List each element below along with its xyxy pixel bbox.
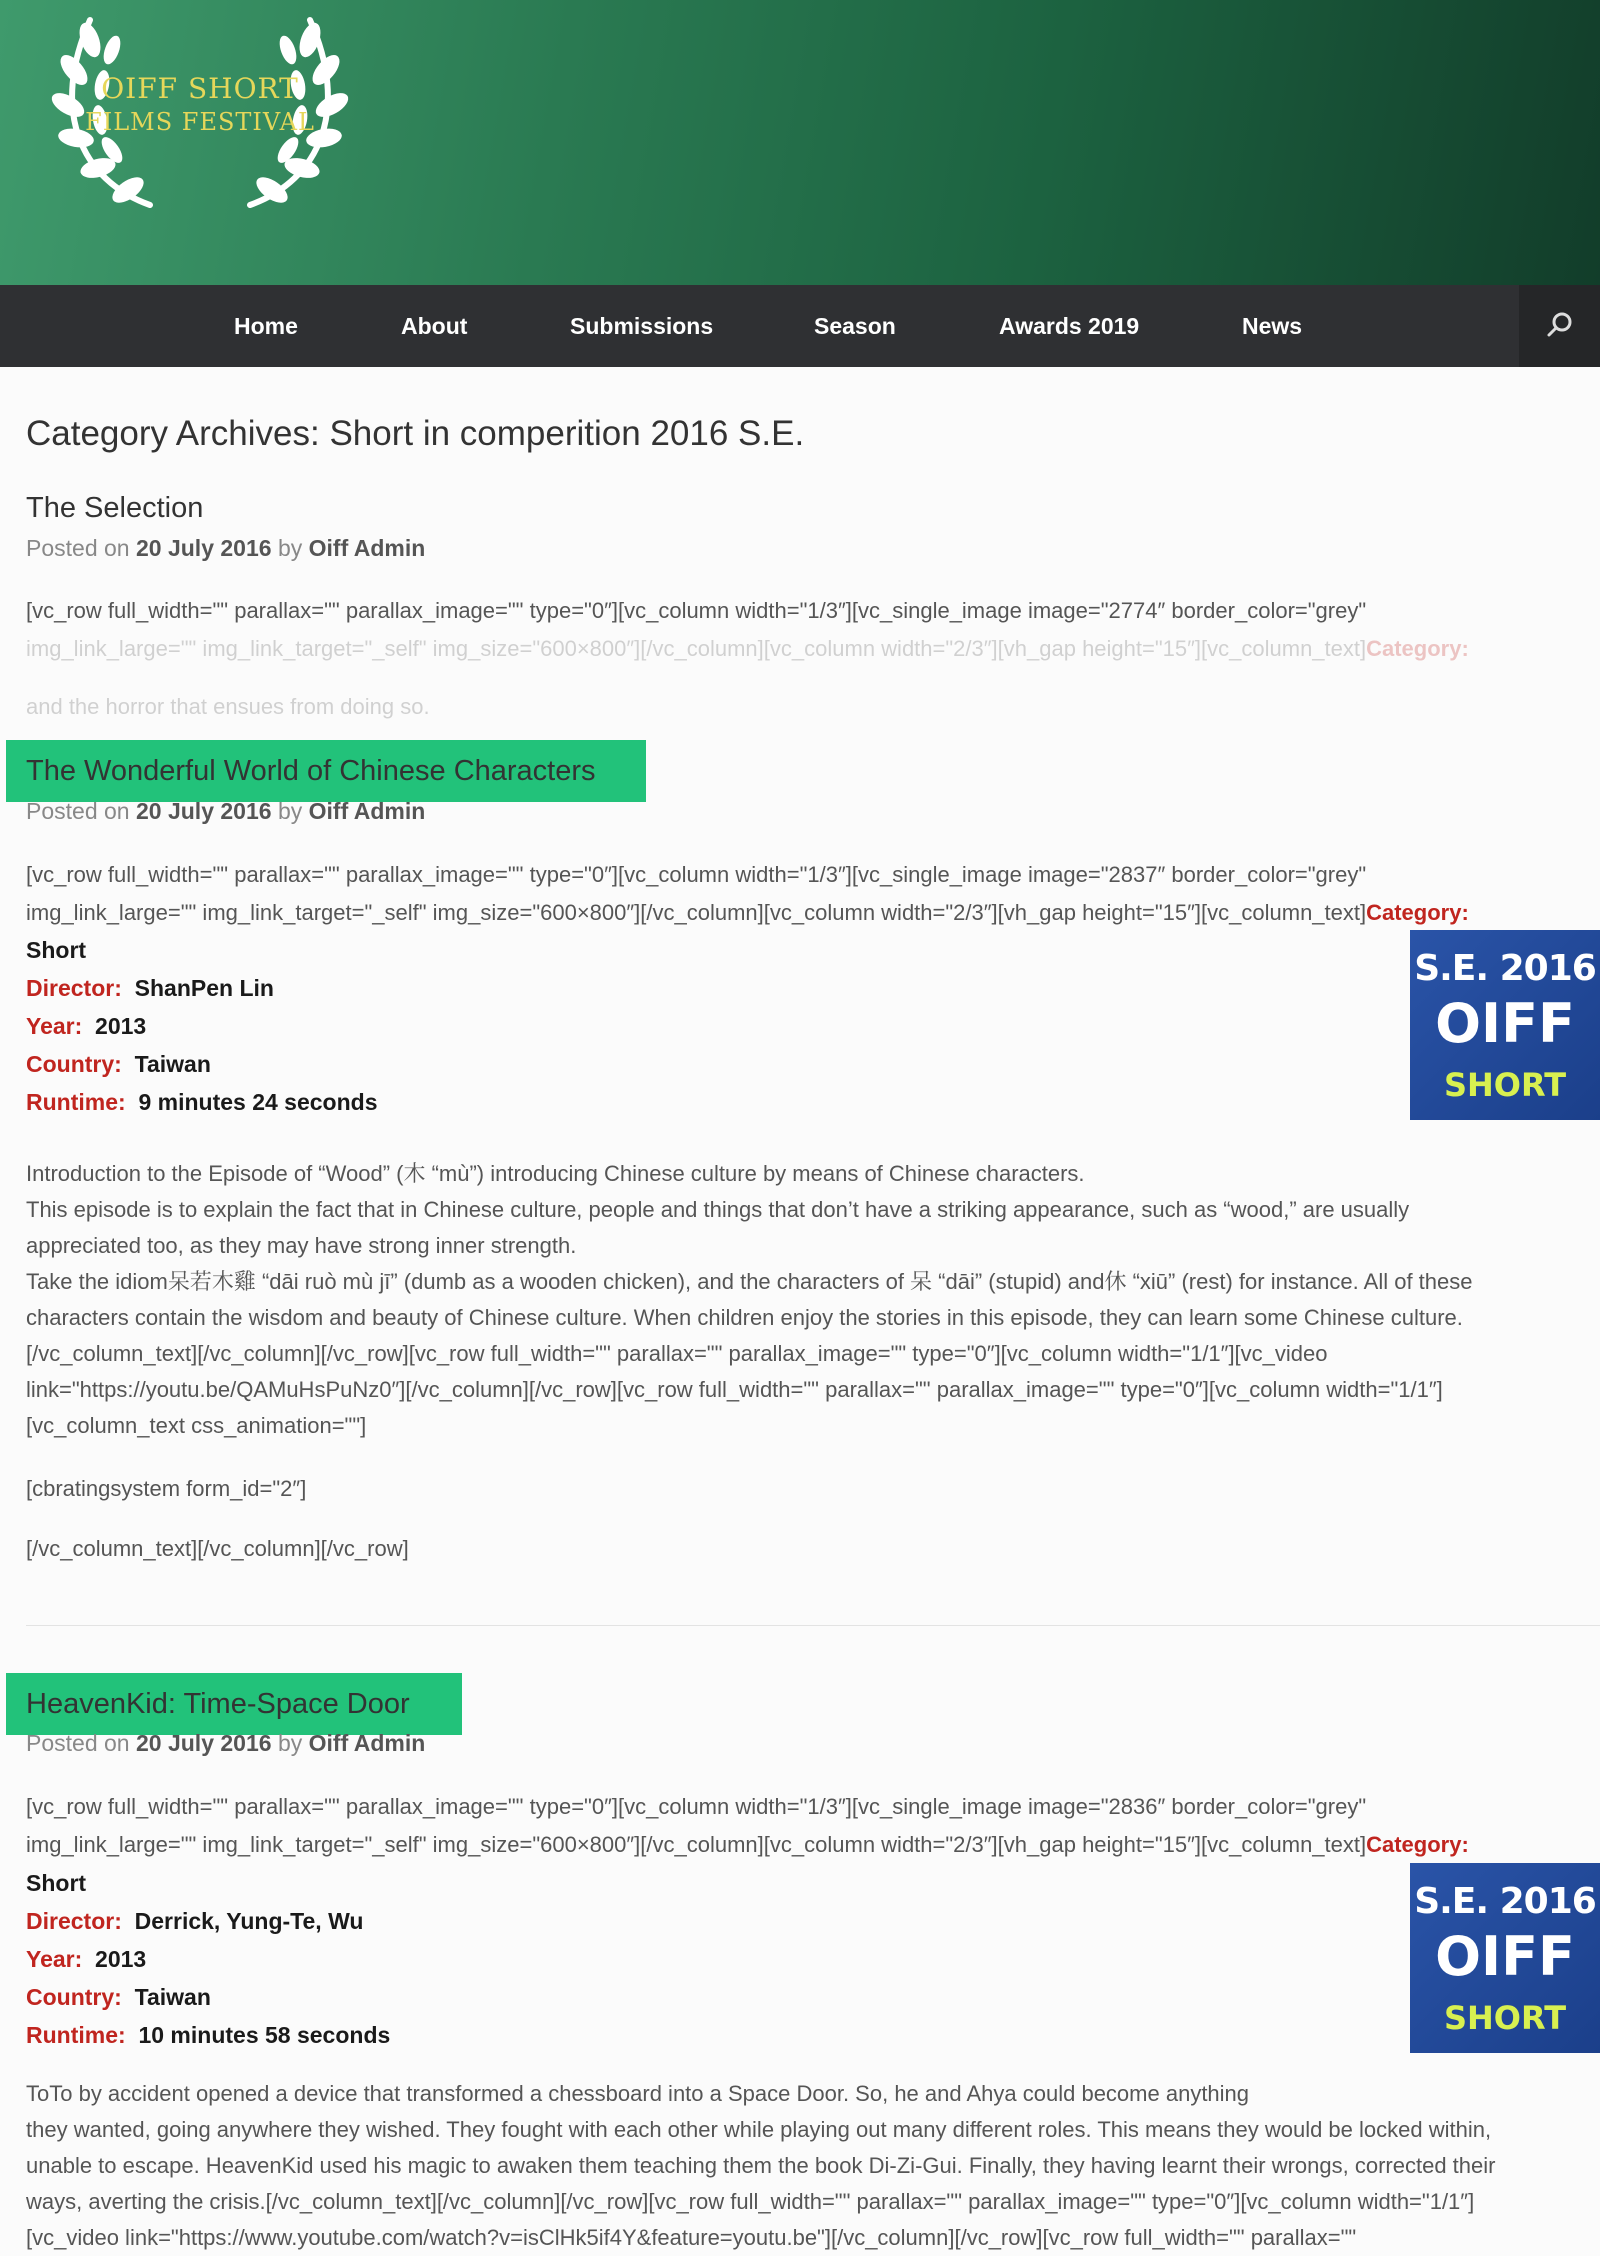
nav-item-home[interactable]: Home [234,313,298,339]
runtime-row [26,1083,378,1121]
nav-item-submissions[interactable]: Submissions [570,313,714,339]
post-divider [26,1625,1600,1626]
search-icon [1519,285,1600,367]
shortcode-line [26,894,1469,932]
year-value: 2013 [95,1946,147,1972]
meta-by: by [277,535,303,561]
desc-line: characters contain the wisdom and beauty of Chinese culture. When children enjoy the stories in this episode, they can learn some Chinese culture. [26,1305,1463,1330]
nav-item-about[interactable]: About [401,313,468,339]
desc-line: ToTo by accident opened a device that transformed a chessboard into a Space Door. So, he and Ahya could become anything [26,2081,1250,2106]
runtime-label: Runtime: [26,1089,126,1115]
year-row [26,1940,146,1978]
festival-logo[interactable] [40,10,360,215]
post-date[interactable]: 20 July 2016 [135,535,272,561]
post-title[interactable]: HeavenKid: Time-Space Door [26,1688,410,1720]
meta-prefix: Posted on [26,798,130,824]
shortcode-text: img_link_large="" img_link_target="_self" img_size="600×800″][/vc_column][vc_column width="2/3″][vh_gap height="15″][vc_column_text] [26,900,1367,925]
director-label: Director: [26,1908,122,1934]
director-value: ShanPen Lin [134,975,274,1001]
desc-line: link="https://youtu.be/QAMuHsPuNz0″][/vc_column][/vc_row][vc_row full_width="" parallax="" parallax_image="" type="0″][vc_column width="1/1″] [26,1377,1443,1402]
post-description [26,1156,1600,1444]
search-button[interactable] [1519,285,1600,367]
year-label: Year: [26,1946,83,1972]
post-author[interactable]: Oiff Admin [308,535,426,561]
country-row [26,1978,211,2016]
oiff-short-badge [1410,1863,1600,2053]
badge-short: SHORT [1443,1999,1567,2037]
oiff-short-badge [1410,930,1600,1120]
nav-item-news[interactable]: News [1242,313,1303,339]
post-meta [26,535,425,562]
rating-shortcode: [cbratingsystem form_id="2″] [26,1476,307,1501]
shortcode-line-faded [26,630,1469,668]
director-value: Derrick, Yung-Te, Wu [134,1908,364,1934]
category-label: Category: [1366,636,1469,661]
meta-prefix: Posted on [26,1730,130,1756]
desc-line: This episode is to explain the fact that in Chinese culture, people and things that don’t have a striking appearance, such as “wood,” are usually [26,1197,1410,1222]
meta-prefix: Posted on [26,535,130,561]
category-label: Category: [1366,900,1469,925]
archive-title: Category Archives: Short in comperition 2016 S.E. [26,414,805,453]
post-date[interactable]: 20 July 2016 [135,1730,272,1756]
badge-year: S.E. 2016 [1414,1881,1596,1922]
category-value [26,1864,86,1902]
post-description [26,2076,1600,2256]
logo-line-1: OIFF SHORT [101,72,299,105]
shortcode-line: [vc_row full_width="" parallax="" parallax_image="" type="0″][vc_column width="1/3″][vc_single_image image="2836″ border_color="grey" [26,1794,1367,1819]
meta-by: by [277,798,303,824]
director-label: Director: [26,975,122,1001]
meta-by: by [277,1730,303,1756]
shortcode-line: [vc_row full_width="" parallax="" parallax_image="" type="0″][vc_column width="1/3″][vc_single_image image="2774″ border_color="grey" [26,598,1367,623]
category-text: Short [26,937,87,963]
category-label: Category: [1366,1832,1469,1857]
badge-logo: OIFF [1435,1925,1575,1988]
closing-shortcode: [/vc_column_text][/vc_column][/vc_row] [26,1536,409,1561]
desc-line: appreciated too, as they may have strong inner strength. [26,1233,577,1258]
desc-line: they wanted, going anywhere they wished. They fought with each other while playing out many different roles. This means they would be locked within, [26,2117,1492,2142]
desc-line: Introduction to the Episode of “Wood” (木 “mù”) introducing Chinese culture by means of Chinese characters. [26,1161,1085,1186]
badge-year: S.E. 2016 [1414,948,1596,989]
runtime-label: Runtime: [26,2022,126,2048]
shortcode-line [26,1826,1469,1864]
desc-line: unable to escape. HeavenKid used his magic to awaken them teaching them the book Di-Zi-Gui. Finally, they having learnt their wrongs, corrected their [26,2153,1496,2178]
desc-line: Take the idiom呆若木雞 “dāi ruò mù jī” (dumb as a wooden chicken), and the characters of 呆 “dāi” (stupid) and休 “xiū” (rest) for instance. All of these [26,1269,1473,1294]
nav-item-season[interactable]: Season [814,313,896,339]
runtime-row [26,2016,390,2054]
desc-line: [/vc_column_text][/vc_column][/vc_row][vc_row full_width="" parallax="" parallax_image="" type="0″][vc_column width="1/1″][vc_video [26,1341,1328,1366]
runtime-value: 10 minutes 58 seconds [138,2022,391,2048]
post-author[interactable]: Oiff Admin [308,798,426,824]
logo-line-2: FILMS FESTIVAL [85,108,315,136]
shortcode-line: [vc_row full_width="" parallax="" parallax_image="" type="0″][vc_column width="1/3″][vc_single_image image="2837″ border_color="grey" [26,862,1367,887]
country-value: Taiwan [134,1984,211,2010]
post-meta [26,798,425,825]
main-nav [0,285,1600,367]
badge-logo: OIFF [1435,992,1575,1055]
excerpt-text: and the horror that ensues from doing so. [26,694,430,719]
country-value: Taiwan [134,1051,211,1077]
desc-line: [vc_column_text css_animation=""] [26,1413,367,1438]
desc-line: ways, averting the crisis.[/vc_column_text][/vc_column][/vc_row][vc_row full_width="" parallax="" parallax_image="" type="0″][vc_column width="1/1″] [26,2189,1475,2214]
year-row [26,1007,146,1045]
badge-short: SHORT [1443,1066,1567,1104]
category-text: Short [26,1870,87,1896]
post-title[interactable]: The Wonderful World of Chinese Characters [26,755,596,787]
director-row [26,969,274,1007]
post-author[interactable]: Oiff Admin [308,1730,426,1756]
category-value [26,931,86,969]
desc-line: [vc_video link="https://www.youtube.com/watch?v=isClHk5if4Y&feature=youtu.be"][/vc_column][/vc_row][vc_row full_width="" parallax="" [26,2225,1357,2250]
year-value: 2013 [95,1013,147,1039]
country-label: Country: [26,1984,122,2010]
site-header [0,0,1600,285]
year-label: Year: [26,1013,83,1039]
shortcode-text: img_link_large="" img_link_target="_self" img_size="600×800″][/vc_column][vc_column width="2/3″][vh_gap height="15″][vc_column_text] [26,1832,1367,1857]
shortcode-text: img_link_large="" img_link_target="_self" img_size="600×800″][/vc_column][vc_column width="2/3″][vh_gap height="15″][vc_column_text] [26,636,1367,661]
nav-item-awards-2019[interactable]: Awards 2019 [999,313,1140,339]
post-title[interactable]: The Selection [26,492,204,524]
post-meta [26,1730,425,1757]
director-row [26,1902,363,1940]
runtime-value: 9 minutes 24 seconds [138,1089,378,1115]
post-date[interactable]: 20 July 2016 [135,798,272,824]
country-row [26,1045,211,1083]
country-label: Country: [26,1051,122,1077]
